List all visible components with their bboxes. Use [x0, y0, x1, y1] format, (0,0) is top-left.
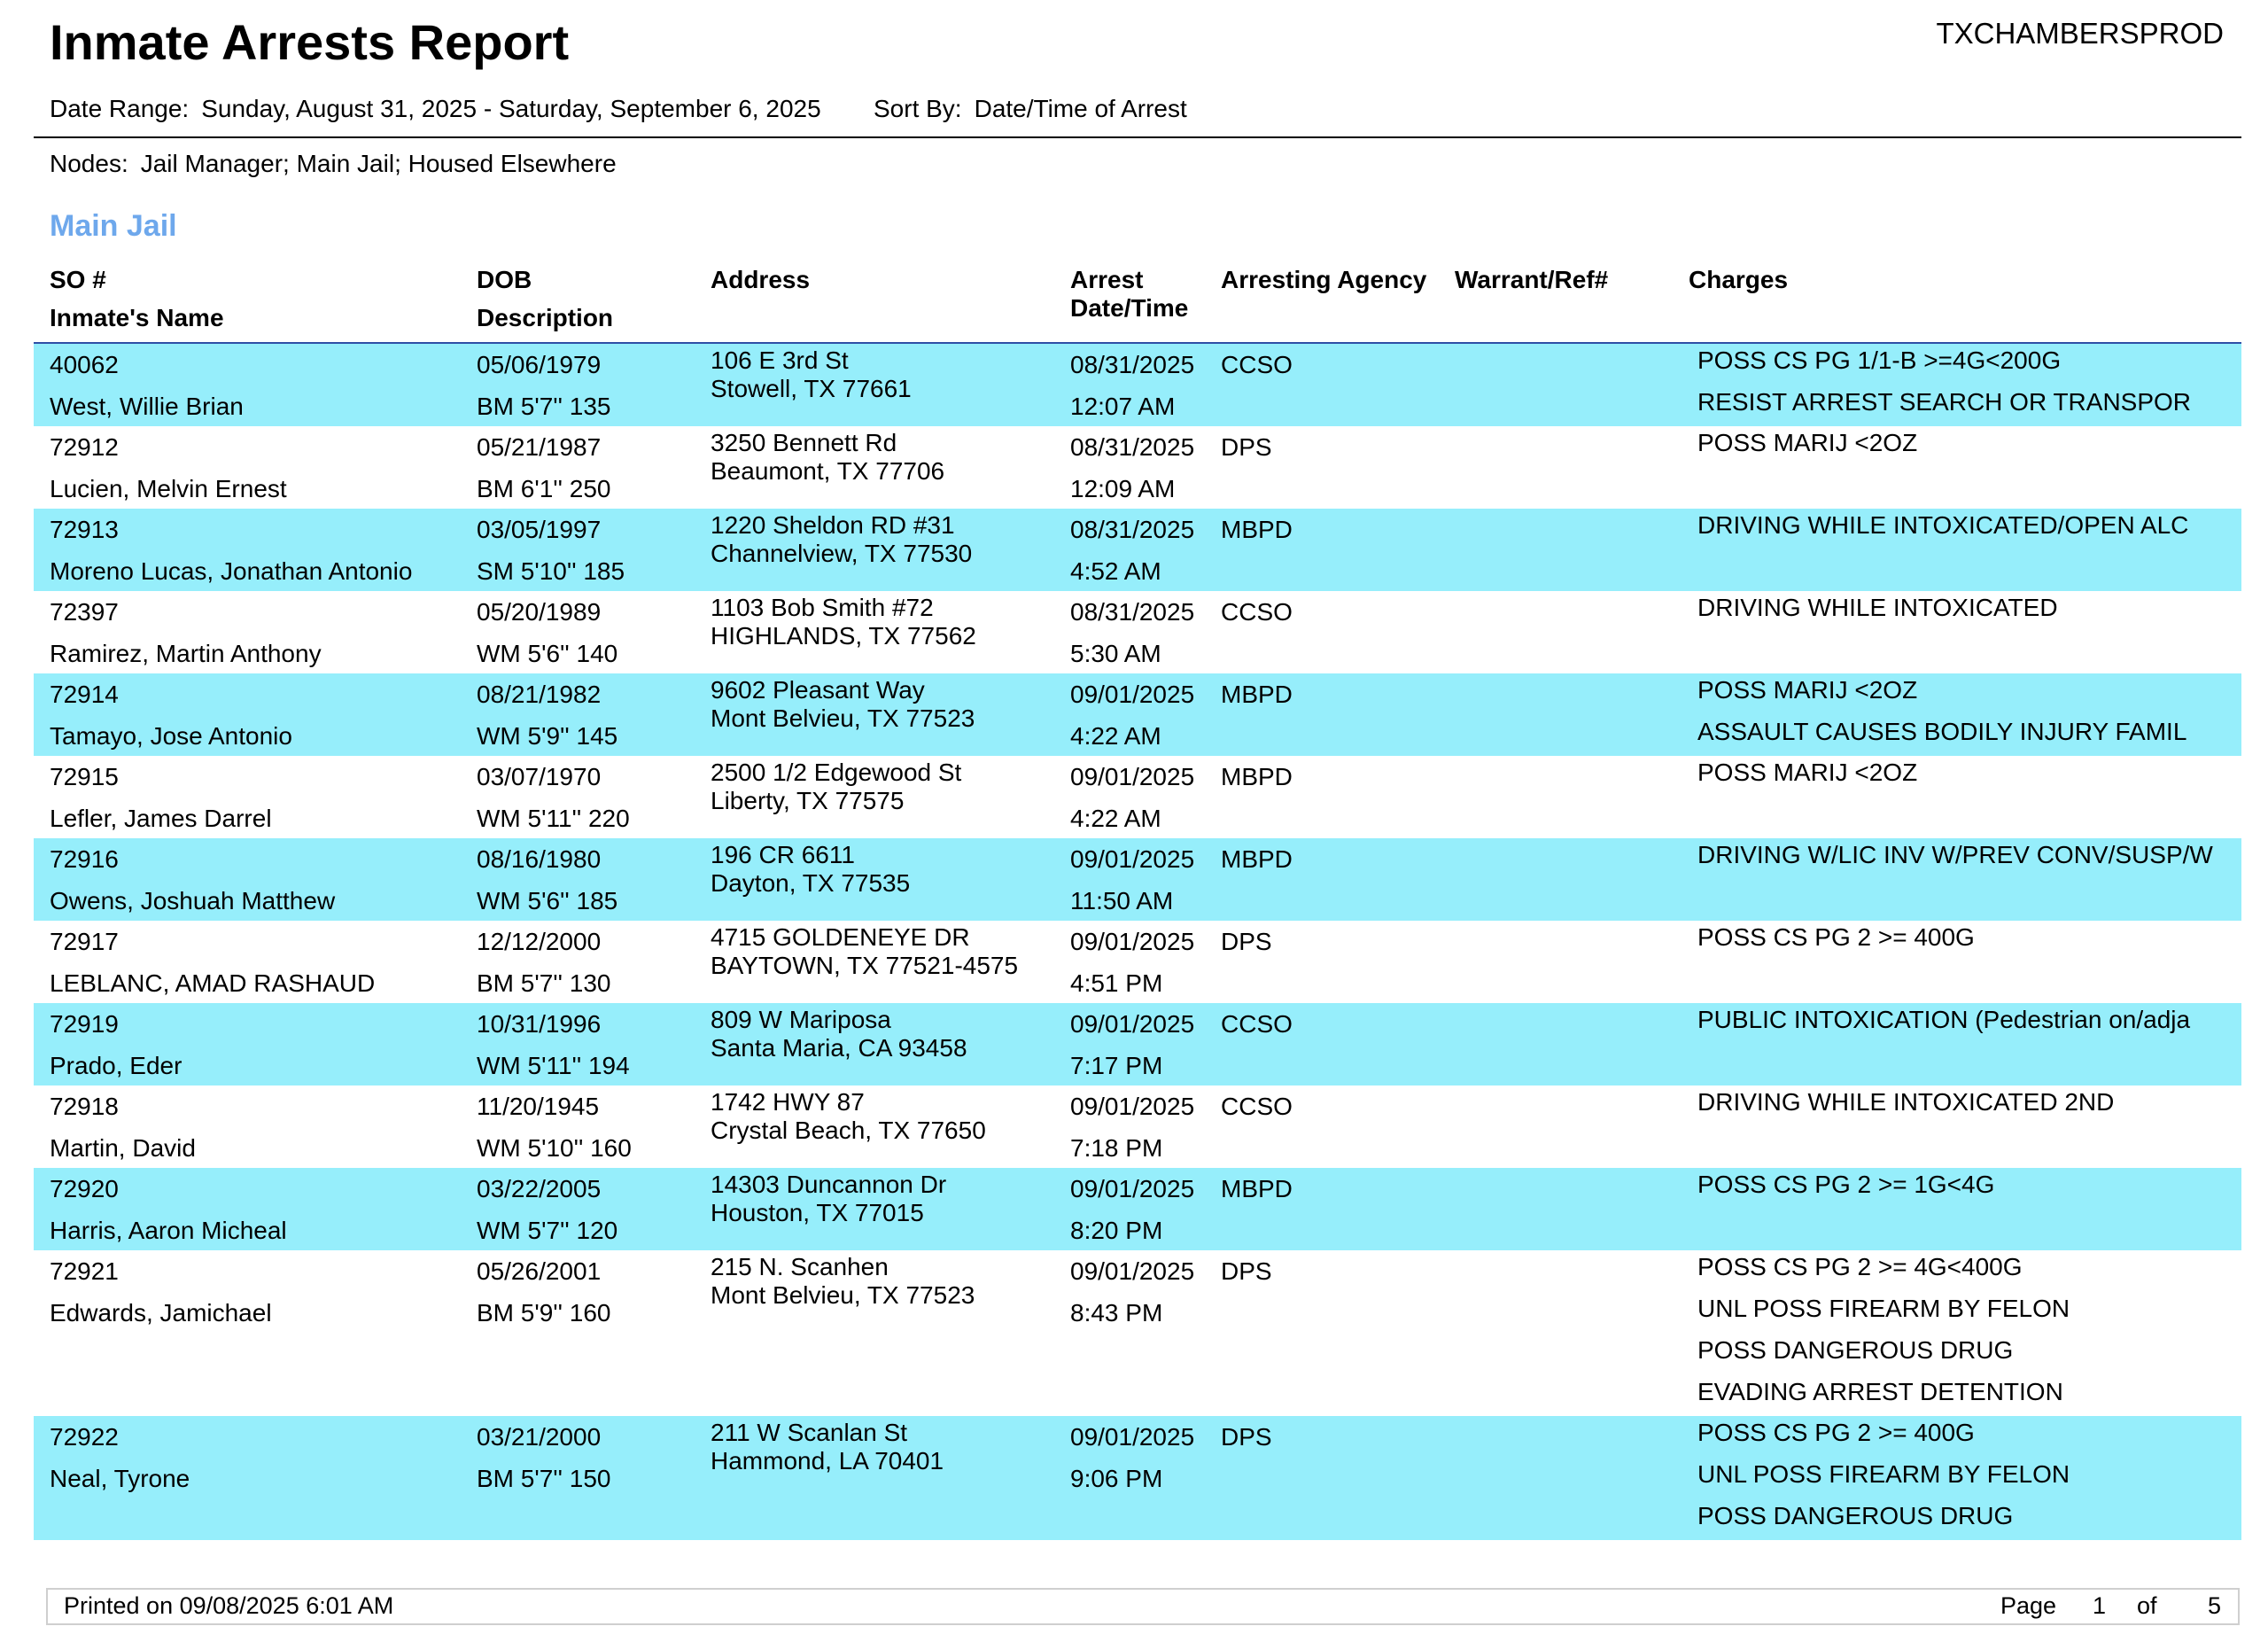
- arrest-time: 4:22 AM: [1070, 805, 1161, 832]
- address-line-2: Hammond, LA 70401: [711, 1447, 944, 1474]
- table-row: [34, 838, 2241, 921]
- arrest-time: 4:51 PM: [1070, 969, 1163, 997]
- arrest-date: 09/01/2025: [1070, 1093, 1195, 1120]
- arrest-table: [34, 344, 2241, 1540]
- nodes-line: [50, 149, 617, 179]
- inmate-name: West, Willie Brian: [50, 393, 244, 420]
- arresting-agency: MBPD: [1221, 763, 1293, 790]
- dob: 11/20/1945: [477, 1093, 600, 1120]
- page-number: 1: [2093, 1592, 2107, 1619]
- dob: 05/21/1987: [477, 433, 602, 461]
- inmate-name: Lefler, James Darrel: [50, 805, 272, 832]
- address-line-2: Mont Belvieu, TX 77523: [711, 1281, 975, 1309]
- table-row: [34, 1003, 2241, 1085]
- so-number: 72912: [50, 433, 119, 461]
- description: WM 5'11'' 194: [477, 1052, 630, 1079]
- address-line-2: HIGHLANDS, TX 77562: [711, 622, 976, 650]
- description: SM 5'10'' 185: [477, 557, 625, 585]
- description: WM 5'6'' 140: [477, 640, 618, 667]
- description: BM 5'9'' 160: [477, 1299, 611, 1327]
- arrest-date: 09/01/2025: [1070, 681, 1195, 708]
- charge: RESIST ARREST SEARCH OR TRANSPOR: [1697, 388, 2192, 416]
- arrest-time: 8:43 PM: [1070, 1299, 1163, 1327]
- so-number: 72913: [50, 516, 119, 543]
- address-line-1: 9602 Pleasant Way: [711, 676, 925, 704]
- arresting-agency: DPS: [1221, 928, 1272, 955]
- address-line-2: Dayton, TX 77535: [711, 869, 911, 897]
- arrest-date: 08/31/2025: [1070, 433, 1195, 461]
- address-line-2: Liberty, TX 77575: [711, 787, 905, 814]
- col-header-warrant: Warrant/Ref#: [1455, 266, 1609, 293]
- charge: POSS CS PG 2 >= 400G: [1697, 1419, 1975, 1446]
- charge: POSS DANGEROUS DRUG: [1697, 1336, 2014, 1364]
- printed-timestamp: Printed on 09/08/2025 6:01 AM: [64, 1592, 394, 1619]
- arrest-date: 09/01/2025: [1070, 1423, 1195, 1451]
- table-row: [34, 1416, 2241, 1540]
- sort-by-value: Date/Time of Arrest: [974, 95, 1187, 122]
- dob: 03/22/2005: [477, 1175, 602, 1202]
- charges-list: [1697, 346, 2233, 430]
- col-header-agency: Arresting Agency: [1221, 266, 1427, 293]
- inmate-name: Ramirez, Martin Anthony: [50, 640, 322, 667]
- charge: POSS MARIJ <2OZ: [1697, 676, 1918, 704]
- col-header-datetime: Date/Time: [1070, 294, 1189, 322]
- dob: 08/16/1980: [477, 845, 602, 873]
- arrest-time: 4:22 AM: [1070, 722, 1161, 750]
- inmate-name: Neal, Tyrone: [50, 1465, 190, 1492]
- arresting-agency: MBPD: [1221, 681, 1293, 708]
- col-header-dob: DOB: [477, 266, 532, 293]
- address-line-2: BAYTOWN, TX 77521-4575: [711, 952, 1019, 979]
- address-line-1: 809 W Mariposa: [711, 1006, 891, 1033]
- charge: EVADING ARREST DETENTION: [1697, 1378, 2063, 1405]
- description: BM 6'1'' 250: [477, 475, 611, 502]
- dob: 10/31/1996: [477, 1010, 602, 1038]
- inmate-name: Moreno Lucas, Jonathan Antonio: [50, 557, 413, 585]
- inmate-name: LEBLANC, AMAD RASHAUD: [50, 969, 376, 997]
- table-row: [34, 1250, 2241, 1416]
- charge: POSS CS PG 2 >= 4G<400G: [1697, 1253, 2023, 1280]
- charge: DRIVING W/LIC INV W/PREV CONV/SUSP/W: [1697, 841, 2213, 868]
- description: BM 5'7'' 150: [477, 1465, 611, 1492]
- address-line-1: 1742 HWY 87: [711, 1088, 865, 1116]
- charge: DRIVING WHILE INTOXICATED 2ND: [1697, 1088, 2115, 1116]
- system-name: TXCHAMBERSPROD: [1936, 17, 2224, 50]
- charges-list: [1697, 1171, 2233, 1212]
- arrest-date: 09/01/2025: [1070, 928, 1195, 955]
- address-line-1: 106 E 3rd St: [711, 346, 849, 374]
- arrest-date: 08/31/2025: [1070, 351, 1195, 378]
- nodes-label: Nodes:: [50, 150, 128, 177]
- table-row: [34, 673, 2241, 756]
- arrest-time: 7:17 PM: [1070, 1052, 1163, 1079]
- arresting-agency: MBPD: [1221, 1175, 1293, 1202]
- arrest-date: 08/31/2025: [1070, 598, 1195, 626]
- charge: POSS MARIJ <2OZ: [1697, 759, 1918, 786]
- charges-list: [1697, 1006, 2233, 1047]
- arresting-agency: DPS: [1221, 1423, 1272, 1451]
- charges-list: [1697, 759, 2233, 800]
- arresting-agency: DPS: [1221, 433, 1272, 461]
- address-line-1: 3250 Bennett Rd: [711, 429, 897, 456]
- arrest-time: 8:20 PM: [1070, 1217, 1163, 1244]
- col-header-address: Address: [711, 266, 811, 293]
- arrest-time: 7:18 PM: [1070, 1134, 1163, 1162]
- charges-list: [1697, 594, 2233, 635]
- charge: POSS MARIJ <2OZ: [1697, 429, 1918, 456]
- arresting-agency: MBPD: [1221, 845, 1293, 873]
- so-number: 72914: [50, 681, 119, 708]
- so-number: 40062: [50, 351, 119, 378]
- table-row: [34, 756, 2241, 838]
- dob: 03/21/2000: [477, 1423, 602, 1451]
- description: WM 5'10'' 160: [477, 1134, 632, 1162]
- arrest-date: 09/01/2025: [1070, 845, 1195, 873]
- so-number: 72916: [50, 845, 119, 873]
- address-line-2: Houston, TX 77015: [711, 1199, 924, 1226]
- arrest-date: 09/01/2025: [1070, 1175, 1195, 1202]
- section-title: Main Jail: [50, 209, 177, 243]
- arresting-agency: CCSO: [1221, 598, 1293, 626]
- charge: POSS DANGEROUS DRUG: [1697, 1502, 2014, 1529]
- sort-by: [874, 94, 1187, 124]
- dob: 05/06/1979: [477, 351, 602, 378]
- address-line-2: Beaumont, TX 77706: [711, 457, 945, 485]
- address-line-1: 2500 1/2 Edgewood St: [711, 759, 962, 786]
- arresting-agency: CCSO: [1221, 1010, 1293, 1038]
- col-header-name: Inmate's Name: [50, 304, 224, 331]
- inmate-name: Owens, Joshuah Matthew: [50, 887, 336, 914]
- inmate-name: Tamayo, Jose Antonio: [50, 722, 292, 750]
- inmate-name: Martin, David: [50, 1134, 196, 1162]
- arrest-time: 4:52 AM: [1070, 557, 1161, 585]
- arrest-date: 08/31/2025: [1070, 516, 1195, 543]
- report-title: Inmate Arrests Report: [50, 14, 570, 70]
- arrest-time: 9:06 PM: [1070, 1465, 1163, 1492]
- address-line-1: 14303 Duncannon Dr: [711, 1171, 947, 1198]
- address-line-2: Mont Belvieu, TX 77523: [711, 704, 975, 732]
- page-of-label: of: [2137, 1592, 2157, 1619]
- arresting-agency: MBPD: [1221, 516, 1293, 543]
- charge: POSS CS PG 1/1-B >=4G<200G: [1697, 346, 2062, 374]
- address-line-2: Santa Maria, CA 93458: [711, 1034, 967, 1062]
- address-line-1: 215 N. Scanhen: [711, 1253, 889, 1280]
- inmate-name: Lucien, Melvin Ernest: [50, 475, 287, 502]
- table-row: [34, 1085, 2241, 1168]
- dob: 03/07/1970: [477, 763, 602, 790]
- dob: 05/20/1989: [477, 598, 602, 626]
- so-number: 72919: [50, 1010, 119, 1038]
- date-range: [50, 94, 821, 124]
- dob: 12/12/2000: [477, 928, 602, 955]
- inmate-name: Edwards, Jamichael: [50, 1299, 272, 1327]
- dob: 08/21/1982: [477, 681, 602, 708]
- description: WM 5'7'' 120: [477, 1217, 618, 1244]
- so-number: 72915: [50, 763, 119, 790]
- address-line-1: 196 CR 6611: [711, 841, 855, 868]
- charges-list: [1697, 1419, 2233, 1544]
- table-row: [34, 426, 2241, 509]
- table-row: [34, 1168, 2241, 1250]
- arresting-agency: DPS: [1221, 1257, 1272, 1285]
- arrest-time: 5:30 AM: [1070, 640, 1161, 667]
- arrest-date: 09/01/2025: [1070, 1257, 1195, 1285]
- charges-list: [1697, 429, 2233, 471]
- address-line-2: Stowell, TX 77661: [711, 375, 912, 402]
- charges-list: [1697, 841, 2233, 883]
- dob: 03/05/1997: [477, 516, 602, 543]
- col-header-description: Description: [477, 304, 614, 331]
- dob: 05/26/2001: [477, 1257, 602, 1285]
- inmate-name: Prado, Eder: [50, 1052, 183, 1079]
- col-header-so: SO #: [50, 266, 106, 293]
- address-line-2: Crystal Beach, TX 77650: [711, 1117, 986, 1144]
- so-number: 72922: [50, 1423, 119, 1451]
- description: BM 5'7'' 135: [477, 393, 611, 420]
- table-row: [34, 344, 2241, 426]
- arrest-time: 12:07 AM: [1070, 393, 1176, 420]
- address-line-1: 1103 Bob Smith #72: [711, 594, 934, 621]
- sort-by-label: Sort By:: [874, 95, 962, 122]
- arrest-date: 09/01/2025: [1070, 763, 1195, 790]
- charges-list: [1697, 1253, 2233, 1420]
- table-row: [34, 509, 2241, 591]
- charge: UNL POSS FIREARM BY FELON: [1697, 1295, 2070, 1322]
- address-line-1: 4715 GOLDENEYE DR: [711, 923, 970, 951]
- charge: PUBLIC INTOXICATION (Pedestrian on/adja: [1697, 1006, 2191, 1033]
- description: WM 5'6'' 185: [477, 887, 618, 914]
- charge: DRIVING WHILE INTOXICATED/OPEN ALC: [1697, 511, 2189, 539]
- col-header-charges: Charges: [1689, 266, 1789, 293]
- table-row: [34, 921, 2241, 1003]
- address-line-2: Channelview, TX 77530: [711, 540, 973, 567]
- so-number: 72921: [50, 1257, 119, 1285]
- description: WM 5'9'' 145: [477, 722, 618, 750]
- description: WM 5'11'' 220: [477, 805, 630, 832]
- date-range-value: Sunday, August 31, 2025 - Saturday, September 6, 2025: [201, 95, 821, 122]
- so-number: 72397: [50, 598, 119, 626]
- description: BM 5'7'' 130: [477, 969, 611, 997]
- arresting-agency: CCSO: [1221, 351, 1293, 378]
- charges-list: [1697, 923, 2233, 965]
- charges-list: [1697, 511, 2233, 553]
- charge: POSS CS PG 2 >= 1G<4G: [1697, 1171, 1995, 1198]
- date-range-label: Date Range:: [50, 95, 190, 122]
- charge: DRIVING WHILE INTOXICATED: [1697, 594, 2058, 621]
- table-row: [34, 591, 2241, 673]
- arrest-date: 09/01/2025: [1070, 1010, 1195, 1038]
- page-total: 5: [2208, 1592, 2222, 1619]
- nodes-value: Jail Manager; Main Jail; Housed Elsewhere: [140, 150, 617, 177]
- charges-list: [1697, 1088, 2233, 1130]
- so-number: 72917: [50, 928, 119, 955]
- header-divider: [34, 136, 2241, 138]
- inmate-name: Harris, Aaron Micheal: [50, 1217, 287, 1244]
- so-number: 72918: [50, 1093, 119, 1120]
- charges-list: [1697, 676, 2233, 759]
- page-label: Page: [2000, 1592, 2057, 1619]
- col-header-arrest: Arrest: [1070, 266, 1144, 293]
- charge: ASSAULT CAUSES BODILY INJURY FAMIL: [1697, 718, 2187, 745]
- address-line-1: 1220 Sheldon RD #31: [711, 511, 955, 539]
- arrest-time: 11:50 AM: [1070, 887, 1174, 914]
- so-number: 72920: [50, 1175, 119, 1202]
- arrest-time: 12:09 AM: [1070, 475, 1176, 502]
- charge: POSS CS PG 2 >= 400G: [1697, 923, 1975, 951]
- arresting-agency: CCSO: [1221, 1093, 1293, 1120]
- charge: UNL POSS FIREARM BY FELON: [1697, 1460, 2070, 1488]
- address-line-1: 211 W Scanlan St: [711, 1419, 908, 1446]
